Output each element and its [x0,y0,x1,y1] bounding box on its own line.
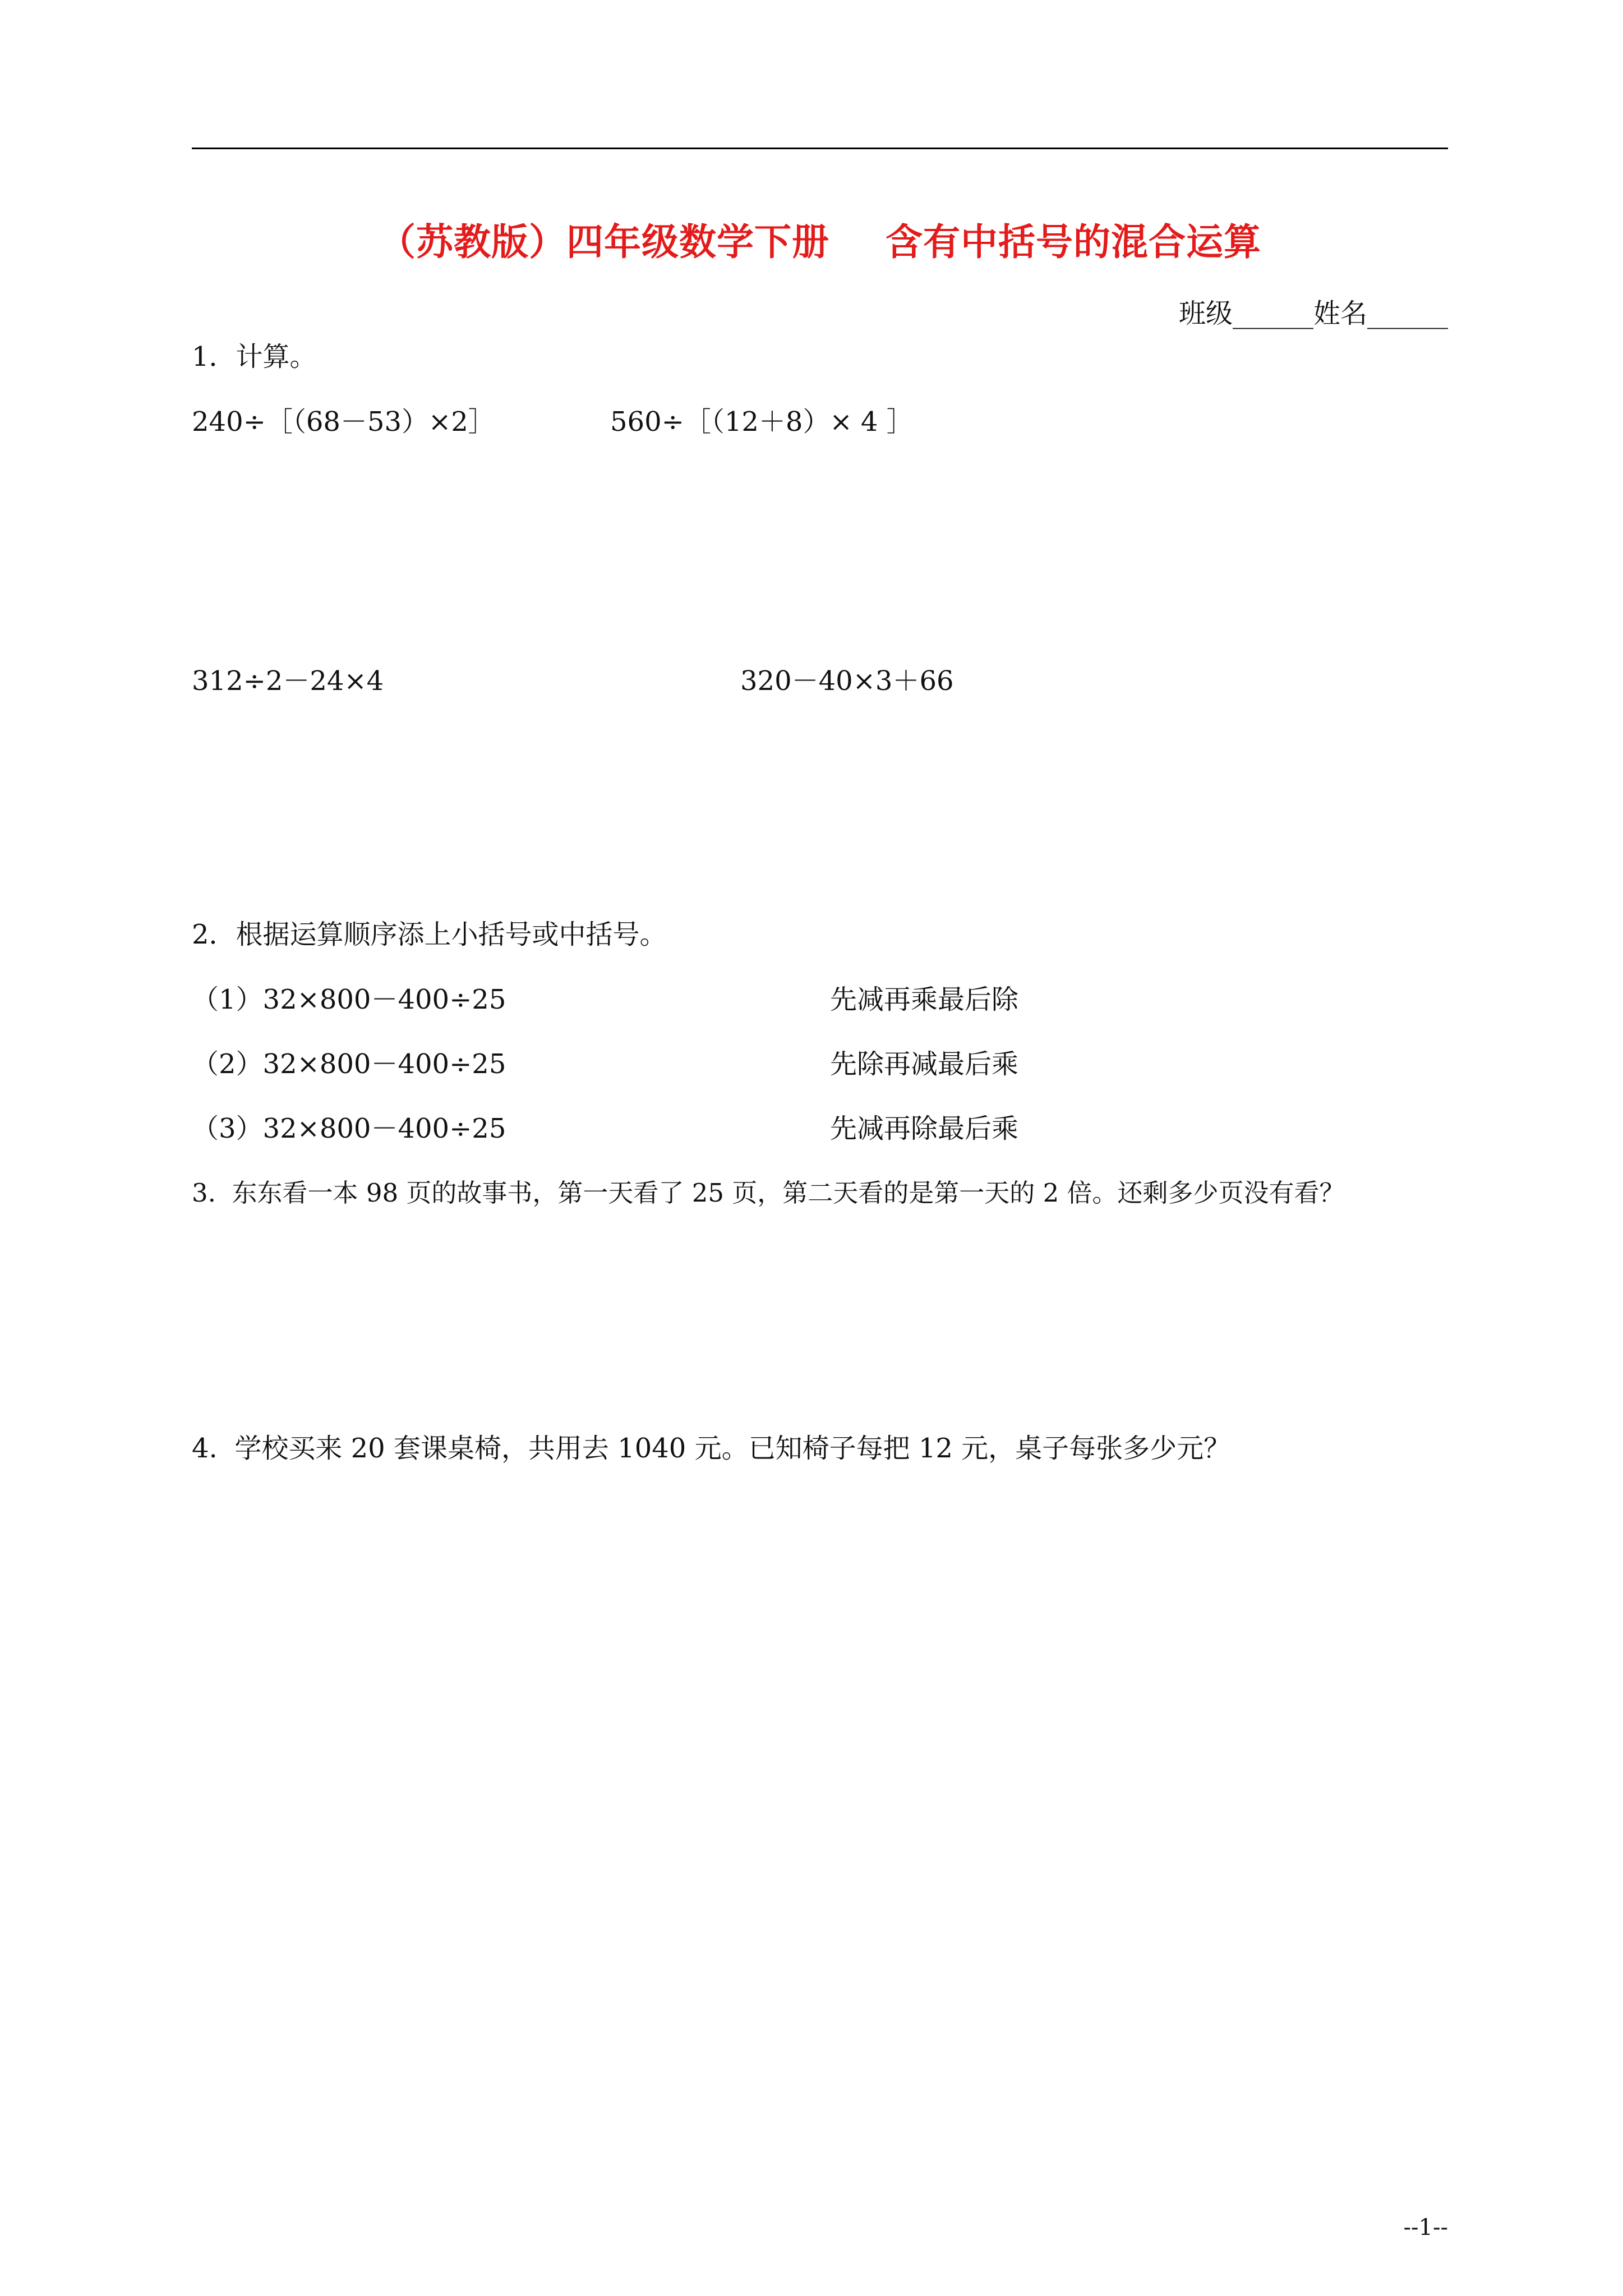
q4-text: 4. 学校买来 20 套课桌椅，共用去 1040 元。已知椅子每把 12 元，桌子每张多少元？ [192,1433,1231,1464]
page-number: --1-- [1403,2215,1448,2240]
q1-heading: 1．计算。 [192,341,317,372]
class-name-line: 班级______姓名______ [1178,298,1448,329]
q1-expr-3: 312÷2－24×4 [192,665,384,697]
q2-item-2-order: 先除再减最后乘 [830,1048,1019,1080]
q2-item-3-order: 先减再除最后乘 [830,1113,1019,1144]
header-rule [192,148,1448,149]
worksheet-title [192,212,1448,265]
q3-text: 3. 东东看一本 98 页的故事书，第一天看了 25 页，第二天看的是第一天的 2 倍。还剩多少页没有看？ [192,1178,1345,1208]
q2-item-1-expr: （1）32×800－400÷25 [192,984,506,1015]
q2-item-3-expr: （3）32×800－400÷25 [192,1113,506,1144]
q1-expr-4: 320－40×3＋66 [740,665,954,697]
q2-item-1-order: 先减再乘最后除 [830,984,1019,1015]
q2-heading: 2．根据运算顺序添上小括号或中括号。 [192,919,667,950]
q1-expr-2: 560÷［（12＋8）× 4 ］ [610,406,914,438]
q2-item-2-expr: （2）32×800－400÷25 [192,1048,506,1080]
title-part-1: （苏教版）四年级数学下册 [379,220,829,264]
q1-expr-1: 240÷［（68－53）×2］ [192,406,495,438]
title-part-2: 含有中括号的混合运算 [886,220,1261,264]
